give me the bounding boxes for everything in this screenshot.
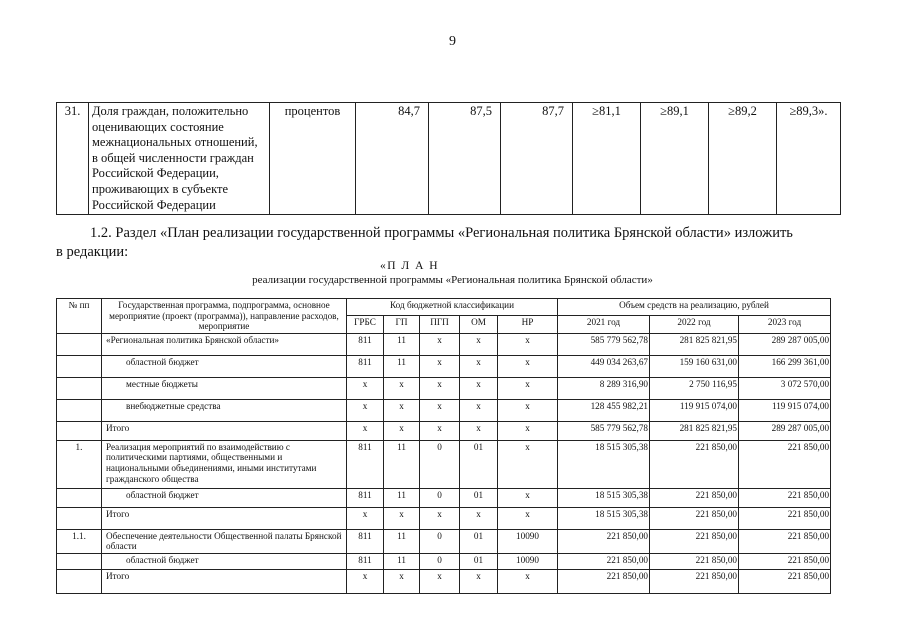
cell-pgp: 0: [420, 529, 460, 553]
cell-pgp: х: [420, 399, 460, 421]
cell-gp: х: [384, 399, 420, 421]
cell-2023: 3 072 570,00: [739, 377, 831, 399]
cell-om: х: [460, 355, 498, 377]
cell-nr: х: [498, 421, 558, 440]
header-pgp: ПГП: [420, 316, 460, 333]
cell-gp: 11: [384, 488, 420, 507]
row-name: внебюджетные средства: [102, 399, 347, 421]
cell-pgp: х: [420, 507, 460, 529]
cell-grbs: х: [347, 399, 384, 421]
row-number: 31.: [57, 103, 89, 215]
row-name: областной бюджет: [102, 553, 347, 569]
cell-nr: х: [498, 569, 558, 593]
cell-2023: 289 287 005,00: [739, 333, 831, 355]
cell-2022: 221 850,00: [650, 553, 739, 569]
page-number: 9: [449, 34, 456, 49]
cell-om: 01: [460, 440, 498, 488]
table-row: [57, 553, 831, 569]
header-2021: 2021 год: [558, 316, 650, 333]
amendment-paragraph: [56, 224, 842, 262]
indicator-name: Доля граждан, положительно оценивающих состояние межнациональных отношений, в общей численности граждан Российской Федерации, проживающих в субъекте Российской Федерации: [89, 103, 270, 215]
cell-gp: х: [384, 377, 420, 399]
table-row: [57, 377, 831, 399]
table-row: [57, 569, 831, 593]
cell-om: х: [460, 507, 498, 529]
cell-2023: 221 850,00: [739, 553, 831, 569]
cell-om: х: [460, 399, 498, 421]
cell-2022: 221 850,00: [650, 529, 739, 553]
indicator-value: 87,7: [501, 103, 573, 215]
cell-grbs: 811: [347, 440, 384, 488]
indicator-value: ≥89,3».: [777, 103, 841, 215]
row-name: Реализация мероприятий по взаимодействию с политическими партиями, общественными и национальными объединениями, иными институтами гражданского общества: [102, 440, 347, 488]
indicator-row: [57, 103, 841, 215]
cell-om: х: [460, 333, 498, 355]
cell-grbs: 811: [347, 355, 384, 377]
header-gp: ГП: [384, 316, 420, 333]
cell-om: х: [460, 569, 498, 593]
row-number: [57, 507, 102, 529]
cell-2022: 221 850,00: [650, 569, 739, 593]
cell-2022: 281 825 821,95: [650, 421, 739, 440]
header-om: ОМ: [460, 316, 498, 333]
cell-gp: 11: [384, 529, 420, 553]
paragraph-line: 1.2. Раздел «План реализации государственной программы «Региональная политика Брянской области» изложить: [90, 225, 793, 241]
indicator-unit: процентов: [270, 103, 356, 215]
cell-nr: х: [498, 488, 558, 507]
table-row: [57, 333, 831, 355]
cell-grbs: 811: [347, 333, 384, 355]
table-row: [57, 355, 831, 377]
cell-grbs: х: [347, 569, 384, 593]
cell-pgp: 0: [420, 440, 460, 488]
indicator-table: [56, 102, 841, 215]
header-nr: НР: [498, 316, 558, 333]
table-row: [57, 507, 831, 529]
cell-grbs: 811: [347, 553, 384, 569]
cell-2021: 449 034 263,67: [558, 355, 650, 377]
plan-subtitle: реализации государственной программы «Региональная политика Брянской области»: [252, 274, 653, 286]
row-name: областной бюджет: [102, 488, 347, 507]
header-2023: 2023 год: [739, 316, 831, 333]
table-row: [57, 529, 831, 553]
header-budget-code: Код бюджетной классификации: [347, 299, 558, 316]
cell-pgp: х: [420, 333, 460, 355]
cell-gp: 11: [384, 333, 420, 355]
row-number: [57, 355, 102, 377]
row-number: [57, 377, 102, 399]
indicator-value: ≥89,2: [709, 103, 777, 215]
cell-2022: 2 750 116,95: [650, 377, 739, 399]
cell-2022: 281 825 821,95: [650, 333, 739, 355]
cell-gp: 11: [384, 553, 420, 569]
header-num: № пп: [57, 299, 102, 334]
cell-nr: 10090: [498, 553, 558, 569]
indicator-value: ≥81,1: [573, 103, 641, 215]
cell-2022: 159 160 631,00: [650, 355, 739, 377]
row-number: [57, 333, 102, 355]
cell-grbs: х: [347, 507, 384, 529]
row-number: [57, 569, 102, 593]
cell-om: 01: [460, 488, 498, 507]
row-name: Итого: [102, 569, 347, 593]
cell-gp: х: [384, 569, 420, 593]
table-row: [57, 421, 831, 440]
cell-pgp: х: [420, 421, 460, 440]
plan-title: «П Л А Н: [380, 260, 440, 272]
cell-nr: х: [498, 440, 558, 488]
cell-nr: х: [498, 355, 558, 377]
paragraph-line: в редакции:: [56, 244, 129, 260]
cell-pgp: х: [420, 377, 460, 399]
cell-grbs: 811: [347, 488, 384, 507]
table-row: [57, 399, 831, 421]
cell-2021: 585 779 562,78: [558, 421, 650, 440]
row-name: местные бюджеты: [102, 377, 347, 399]
cell-nr: х: [498, 333, 558, 355]
cell-pgp: 0: [420, 553, 460, 569]
row-number: [57, 553, 102, 569]
row-name: Обеспечение деятельности Общественной палаты Брянской области: [102, 529, 347, 553]
cell-gp: х: [384, 421, 420, 440]
row-number: 1.1.: [57, 529, 102, 553]
cell-nr: х: [498, 399, 558, 421]
cell-pgp: х: [420, 569, 460, 593]
cell-2021: 18 515 305,38: [558, 488, 650, 507]
cell-2023: 221 850,00: [739, 569, 831, 593]
cell-om: 01: [460, 553, 498, 569]
cell-nr: 10090: [498, 529, 558, 553]
cell-2023: 221 850,00: [739, 529, 831, 553]
row-name: областной бюджет: [102, 355, 347, 377]
row-name: Итого: [102, 507, 347, 529]
cell-grbs: 811: [347, 529, 384, 553]
cell-2021: 221 850,00: [558, 553, 650, 569]
cell-om: 01: [460, 529, 498, 553]
cell-2021: 18 515 305,38: [558, 507, 650, 529]
indicator-value: 84,7: [356, 103, 429, 215]
row-name: Итого: [102, 421, 347, 440]
table-row: [57, 440, 831, 488]
cell-om: х: [460, 377, 498, 399]
row-name: «Региональная политика Брянской области»: [102, 333, 347, 355]
cell-gp: х: [384, 507, 420, 529]
cell-2023: 221 850,00: [739, 507, 831, 529]
row-number: [57, 399, 102, 421]
cell-2022: 221 850,00: [650, 440, 739, 488]
cell-2021: 18 515 305,38: [558, 440, 650, 488]
row-number: [57, 421, 102, 440]
cell-2023: 289 287 005,00: [739, 421, 831, 440]
cell-pgp: 0: [420, 488, 460, 507]
header-2022: 2022 год: [650, 316, 739, 333]
cell-2021: 585 779 562,78: [558, 333, 650, 355]
cell-2021: 221 850,00: [558, 569, 650, 593]
cell-2023: 166 299 361,00: [739, 355, 831, 377]
cell-2021: 221 850,00: [558, 529, 650, 553]
cell-2023: 221 850,00: [739, 440, 831, 488]
cell-2022: 221 850,00: [650, 507, 739, 529]
cell-grbs: х: [347, 377, 384, 399]
cell-om: х: [460, 421, 498, 440]
header-row: [57, 299, 831, 316]
cell-nr: х: [498, 377, 558, 399]
cell-2022: 221 850,00: [650, 488, 739, 507]
table-row: [57, 488, 831, 507]
cell-gp: 11: [384, 440, 420, 488]
indicator-value: 87,5: [429, 103, 501, 215]
header-volume: Объем средств на реализацию, рублей: [558, 299, 831, 316]
header-name: Государственная программа, подпрограмма, основное мероприятие (проект (программа)), направление расходов, мероприятие: [102, 299, 347, 334]
cell-2022: 119 915 074,00: [650, 399, 739, 421]
cell-gp: 11: [384, 355, 420, 377]
cell-2021: 8 289 316,90: [558, 377, 650, 399]
cell-grbs: х: [347, 421, 384, 440]
row-number: [57, 488, 102, 507]
header-grbs: ГРБС: [347, 316, 384, 333]
cell-pgp: х: [420, 355, 460, 377]
row-number: 1.: [57, 440, 102, 488]
plan-body: [57, 333, 831, 593]
cell-2023: 221 850,00: [739, 488, 831, 507]
indicator-value: ≥89,1: [641, 103, 709, 215]
cell-nr: х: [498, 507, 558, 529]
cell-2021: 128 455 982,21: [558, 399, 650, 421]
plan-table: [56, 298, 831, 594]
cell-2023: 119 915 074,00: [739, 399, 831, 421]
